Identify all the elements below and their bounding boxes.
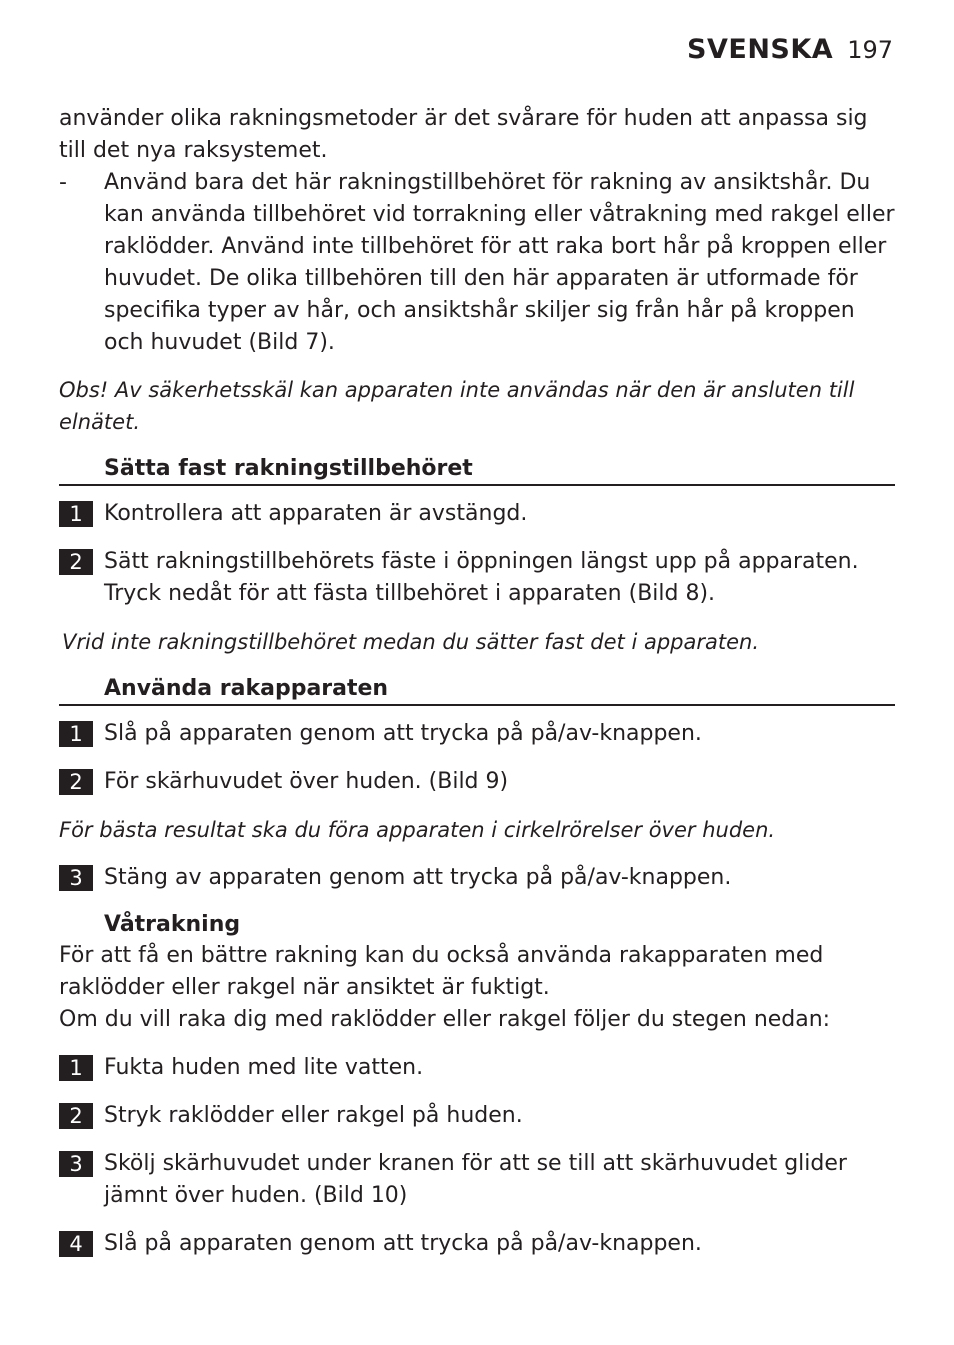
step-number-badge: 3: [59, 1151, 93, 1177]
step-text: Kontrollera att apparaten är avstängd.: [104, 501, 528, 526]
step-number-badge: 1: [59, 501, 93, 527]
step-number-badge: 4: [59, 1231, 93, 1257]
bullet-marker: -: [59, 170, 67, 195]
result-tip: För bästa resultat ska du föra apparaten i cirkelrörelser över huden.: [59, 818, 776, 842]
step-text: Stäng av apparaten genom att trycka på på/av-knappen.: [104, 865, 732, 890]
attach-note: Vrid inte rakningstillbehöret medan du sätter fast det i apparaten.: [62, 630, 760, 654]
step-item: [59, 862, 895, 894]
wet-paragraph-2: Om du vill raka dig med raklödder eller rakgel följer du stegen nedan:: [59, 1007, 831, 1032]
section-heading-using: Använda rakapparaten: [59, 674, 895, 706]
step-number-badge: 2: [59, 549, 93, 575]
step-text: Slå på apparaten genom att trycka på på/av-knappen.: [104, 721, 702, 746]
step-item: [59, 1148, 895, 1212]
step-text: Slå på apparaten genom att trycka på på/av-knappen.: [104, 1231, 702, 1256]
language-label: SVENSKA: [687, 34, 834, 65]
step-text: Fukta huden med lite vatten.: [104, 1055, 424, 1080]
page-content: [59, 103, 895, 1260]
safety-note: Obs! Av säkerhetsskäl kan apparaten inte användas när den är ansluten till elnätet.: [59, 378, 855, 434]
wet-paragraph-1: För att få en bättre rakning kan du också använda rakapparaten med raklödder eller rakgel när ansiktet är fuktigt.: [59, 943, 824, 1000]
bullet-item: [59, 167, 895, 359]
step-item: [59, 546, 895, 610]
section-heading-attach: Sätta fast rakningstillbehöret: [59, 454, 895, 486]
step-number-badge: 2: [59, 1103, 93, 1129]
step-item: [59, 766, 895, 798]
step-number-badge: 2: [59, 769, 93, 795]
step-number-badge: 1: [59, 721, 93, 747]
step-item: [59, 718, 895, 750]
step-item: [59, 1228, 895, 1260]
step-text: För skärhuvudet över huden. (Bild 9): [104, 769, 509, 794]
step-item: [59, 498, 895, 530]
step-number-badge: 3: [59, 865, 93, 891]
intro-paragraph: använder olika rakningsmetoder är det svårare för huden att anpassa sig till det nya raksystemet.: [59, 106, 868, 163]
step-item: [59, 1100, 895, 1132]
step-text: Sätt rakningstillbehörets fäste i öppningen längst upp på apparaten. Tryck nedåt för att fästa tillbehöret i apparaten (Bild 8).: [104, 549, 859, 606]
step-text: Stryk raklödder eller rakgel på huden.: [104, 1103, 523, 1128]
section-heading-wet: Våtrakning: [104, 912, 241, 937]
step-number-badge: 1: [59, 1055, 93, 1081]
page-number: 197: [847, 36, 893, 64]
bullet-text: Använd bara det här rakningstillbehöret för rakning av ansiktshår. Du kan använda tillbehöret vid torrakning eller våtrakning med rakgel eller raklödder. Använd inte tillbehöret för att raka bort hår på kroppen eller huvudet. De olika tillbehören till den här apparaten är utformade för specifika typer av hår, och ansiktshår skiljer sig från hår på kroppen och huvudet (Bild 7).: [104, 170, 895, 355]
page-header: [687, 34, 893, 65]
step-text: Skölj skärhuvudet under kranen för att se till att skärhuvudet glider jämnt över huden. (Bild 10): [104, 1151, 847, 1208]
step-item: [59, 1052, 895, 1084]
